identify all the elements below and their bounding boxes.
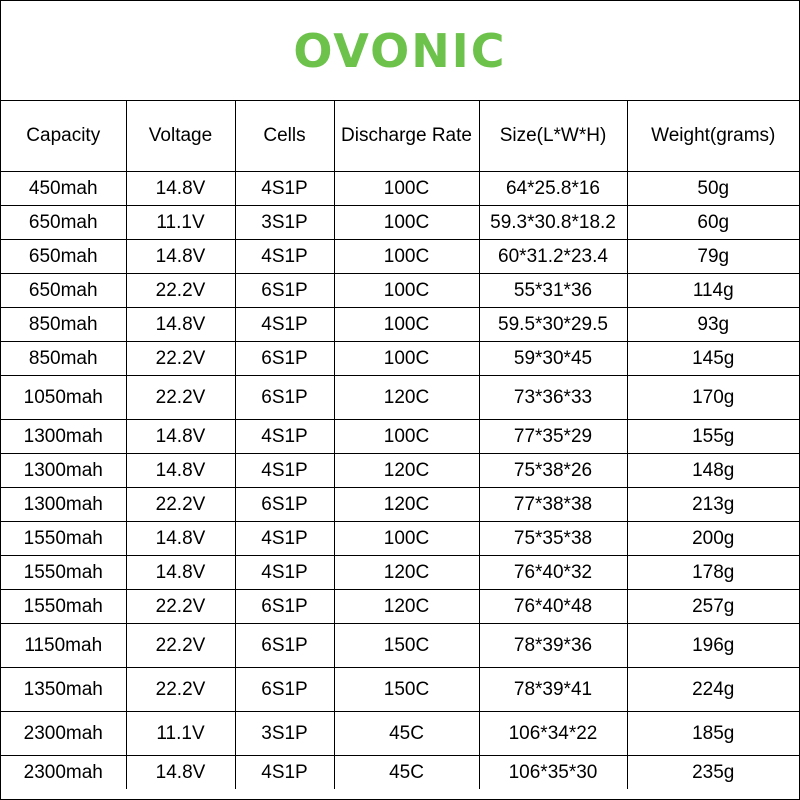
discharge-rate-cell: 120C: [334, 488, 479, 522]
header-size: Size(L*W*H): [479, 101, 627, 172]
size-cell: 75*38*26: [479, 454, 627, 488]
table-row: [1, 376, 799, 420]
size-cell: 60*31.2*23.4: [479, 240, 627, 274]
cells-cell: 4S1P: [235, 308, 334, 342]
table-row: [1, 522, 799, 556]
size-cell: 76*40*32: [479, 556, 627, 590]
table-row: [1, 172, 799, 206]
size-cell: 106*34*22: [479, 712, 627, 756]
cells-cell: 6S1P: [235, 488, 334, 522]
cells-cell: 4S1P: [235, 756, 334, 790]
header-discharge-rate: Discharge Rate: [334, 101, 479, 172]
size-cell: 55*31*36: [479, 274, 627, 308]
table-row: [1, 342, 799, 376]
voltage-cell: 22.2V: [126, 376, 235, 420]
cells-cell: 4S1P: [235, 522, 334, 556]
discharge-rate-cell: 150C: [334, 668, 479, 712]
voltage-cell: 11.1V: [126, 206, 235, 240]
voltage-cell: 22.2V: [126, 274, 235, 308]
size-cell: 106*35*30: [479, 756, 627, 790]
voltage-cell: 14.8V: [126, 556, 235, 590]
cells-cell: 4S1P: [235, 556, 334, 590]
capacity-cell: 1300mah: [1, 488, 126, 522]
capacity-cell: 2300mah: [1, 712, 126, 756]
weight-cell: 257g: [627, 590, 799, 624]
table-row: [1, 556, 799, 590]
discharge-rate-cell: 100C: [334, 240, 479, 274]
capacity-cell: 1300mah: [1, 454, 126, 488]
voltage-cell: 14.8V: [126, 454, 235, 488]
discharge-rate-cell: 100C: [334, 308, 479, 342]
voltage-cell: 14.8V: [126, 420, 235, 454]
weight-cell: 170g: [627, 376, 799, 420]
voltage-cell: 14.8V: [126, 522, 235, 556]
capacity-cell: 1550mah: [1, 556, 126, 590]
capacity-cell: 1550mah: [1, 522, 126, 556]
weight-cell: 178g: [627, 556, 799, 590]
header-cells: Cells: [235, 101, 334, 172]
size-cell: 59*30*45: [479, 342, 627, 376]
capacity-cell: 650mah: [1, 274, 126, 308]
voltage-cell: 22.2V: [126, 488, 235, 522]
table-body: [1, 172, 799, 790]
cells-cell: 4S1P: [235, 420, 334, 454]
voltage-cell: 14.8V: [126, 172, 235, 206]
capacity-cell: 850mah: [1, 308, 126, 342]
weight-cell: 235g: [627, 756, 799, 790]
cells-cell: 4S1P: [235, 240, 334, 274]
weight-cell: 148g: [627, 454, 799, 488]
cells-cell: 6S1P: [235, 624, 334, 668]
size-cell: 59.3*30.8*18.2: [479, 206, 627, 240]
table-row: [1, 712, 799, 756]
cells-cell: 4S1P: [235, 172, 334, 206]
table-row: [1, 590, 799, 624]
cells-cell: 6S1P: [235, 274, 334, 308]
capacity-cell: 1350mah: [1, 668, 126, 712]
cells-cell: 3S1P: [235, 712, 334, 756]
weight-cell: 93g: [627, 308, 799, 342]
weight-cell: 196g: [627, 624, 799, 668]
voltage-cell: 22.2V: [126, 590, 235, 624]
size-cell: 78*39*41: [479, 668, 627, 712]
discharge-rate-cell: 100C: [334, 420, 479, 454]
weight-cell: 200g: [627, 522, 799, 556]
voltage-cell: 14.8V: [126, 308, 235, 342]
voltage-cell: 11.1V: [126, 712, 235, 756]
size-cell: 73*36*33: [479, 376, 627, 420]
table-row: [1, 624, 799, 668]
brand-logo: OVONIC: [293, 23, 507, 78]
header-capacity: Capacity: [1, 101, 126, 172]
table-row: [1, 454, 799, 488]
table-row: [1, 206, 799, 240]
voltage-cell: 22.2V: [126, 624, 235, 668]
voltage-cell: 14.8V: [126, 240, 235, 274]
battery-spec-table: [1, 101, 799, 789]
logo-banner: [1, 1, 799, 101]
capacity-cell: 1150mah: [1, 624, 126, 668]
cells-cell: 6S1P: [235, 342, 334, 376]
size-cell: 76*40*48: [479, 590, 627, 624]
weight-cell: 213g: [627, 488, 799, 522]
capacity-cell: 1300mah: [1, 420, 126, 454]
table-row: [1, 240, 799, 274]
table-row: [1, 274, 799, 308]
table-row: [1, 308, 799, 342]
capacity-cell: 650mah: [1, 206, 126, 240]
size-cell: 64*25.8*16: [479, 172, 627, 206]
discharge-rate-cell: 120C: [334, 376, 479, 420]
weight-cell: 114g: [627, 274, 799, 308]
table-row: [1, 488, 799, 522]
size-cell: 78*39*36: [479, 624, 627, 668]
size-cell: 75*35*38: [479, 522, 627, 556]
voltage-cell: 22.2V: [126, 342, 235, 376]
discharge-rate-cell: 100C: [334, 172, 479, 206]
voltage-cell: 22.2V: [126, 668, 235, 712]
weight-cell: 145g: [627, 342, 799, 376]
discharge-rate-cell: 120C: [334, 454, 479, 488]
voltage-cell: 14.8V: [126, 756, 235, 790]
discharge-rate-cell: 120C: [334, 556, 479, 590]
size-cell: 59.5*30*29.5: [479, 308, 627, 342]
cells-cell: 6S1P: [235, 376, 334, 420]
discharge-rate-cell: 45C: [334, 756, 479, 790]
weight-cell: 185g: [627, 712, 799, 756]
header-weight: Weight(grams): [627, 101, 799, 172]
weight-cell: 155g: [627, 420, 799, 454]
discharge-rate-cell: 100C: [334, 342, 479, 376]
cells-cell: 3S1P: [235, 206, 334, 240]
table-row: [1, 420, 799, 454]
table-row: [1, 668, 799, 712]
discharge-rate-cell: 100C: [334, 206, 479, 240]
weight-cell: 50g: [627, 172, 799, 206]
discharge-rate-cell: 120C: [334, 590, 479, 624]
table-header-row: [1, 101, 799, 172]
capacity-cell: 850mah: [1, 342, 126, 376]
size-cell: 77*35*29: [479, 420, 627, 454]
cells-cell: 6S1P: [235, 668, 334, 712]
discharge-rate-cell: 150C: [334, 624, 479, 668]
discharge-rate-cell: 100C: [334, 522, 479, 556]
discharge-rate-cell: 45C: [334, 712, 479, 756]
weight-cell: 224g: [627, 668, 799, 712]
header-voltage: Voltage: [126, 101, 235, 172]
capacity-cell: 1550mah: [1, 590, 126, 624]
capacity-cell: 2300mah: [1, 756, 126, 790]
weight-cell: 79g: [627, 240, 799, 274]
cells-cell: 6S1P: [235, 590, 334, 624]
cells-cell: 4S1P: [235, 454, 334, 488]
weight-cell: 60g: [627, 206, 799, 240]
size-cell: 77*38*38: [479, 488, 627, 522]
table-row: [1, 756, 799, 790]
capacity-cell: 1050mah: [1, 376, 126, 420]
capacity-cell: 650mah: [1, 240, 126, 274]
discharge-rate-cell: 100C: [334, 274, 479, 308]
capacity-cell: 450mah: [1, 172, 126, 206]
